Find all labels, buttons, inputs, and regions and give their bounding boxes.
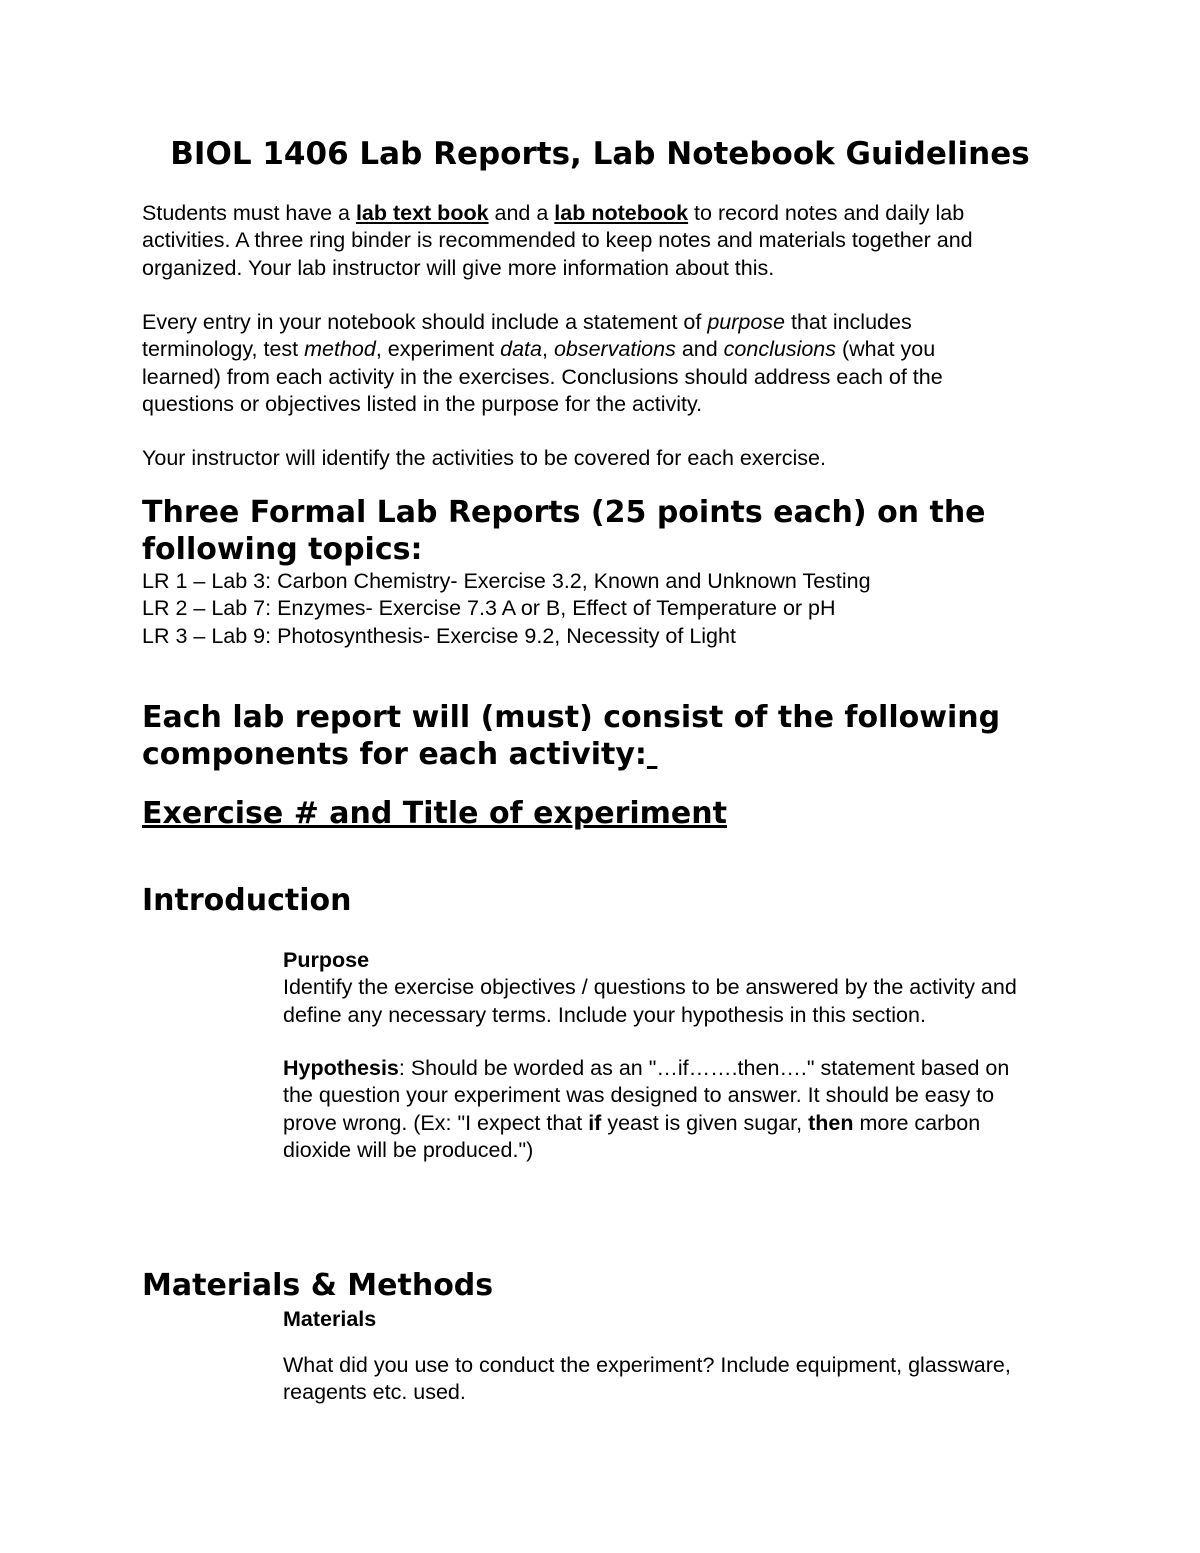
materials-methods-heading: Materials & Methods [142,1268,494,1303]
hypothesis-section: Hypothesis: Should be worded as an "…if…….then…." statement based on the question your experiment was designed to answer. It should be easy to prove wrong. (Ex: "I expect that if yeast is given sugar, then more carbon dioxide will be produced.") [283,1056,1010,1162]
components-heading: Each lab report will (must) consist of the following components for each activity: [142,700,1001,772]
exercise-title-heading: Exercise # and Title of experiment [142,796,727,831]
intro-line-1: Students must have a lab text book and a lab notebook to record notes and daily lab [142,201,965,225]
lab-notebook-term: lab notebook [554,201,689,225]
intro-paragraph [142,200,1102,282]
entry-line-1: Every entry in your notebook should include a statement of purpose that includes [142,310,912,334]
list-item: LR 2 – Lab 7: Enzymes- Exercise 7.3 A or B, Effect of Temperature or pH [142,596,836,621]
page-title: BIOL 1406 Lab Reports, Lab Notebook Guidelines [170,136,1030,172]
intro-line-3: organized. Your lab instructor will give more information about this. [142,255,775,280]
entry-line-4: questions or objectives listed in the purpose for the activity. [142,391,703,416]
introduction-heading: Introduction [142,883,352,918]
entry-line-3: learned) from each activity in the exercises. Conclusions should address each of the [142,364,943,389]
formal-reports-heading: Three Formal Lab Reports (25 points each) on the following topics: [142,495,986,567]
intro-line-2: activities. A three ring binder is recommended to keep notes and materials together and [142,228,973,253]
entry-paragraph [142,309,1102,418]
purpose-label: Purpose [283,948,370,972]
materials-label: Materials [283,1307,377,1331]
materials-description: What did you use to conduct the experiment? Include equipment, glassware, reagents etc. used. [283,1353,1011,1405]
materials-label-block [283,1306,1103,1333]
lab-text-book-term: lab text book [355,201,489,225]
list-item: LR 1 – Lab 3: Carbon Chemistry- Exercise 3.2, Known and Unknown Testing [142,569,871,593]
purpose-section: Purpose Identify the exercise objectives / questions to be answered by the activity and define any necessary terms. Include your hypothesis in this section. [283,947,1103,1029]
hypothesis-label: Hypothesis [283,1056,399,1080]
entry-line-2: terminology, test method, experiment data, observations and conclusions (what you [142,337,936,362]
instructor-note: Your instructor will identify the activities to be covered for each exercise. [142,446,826,470]
list-item: LR 3 – Lab 9: Photosynthesis- Exercise 9.2, Necessity of Light [142,623,736,648]
formal-reports-list [142,568,1102,650]
